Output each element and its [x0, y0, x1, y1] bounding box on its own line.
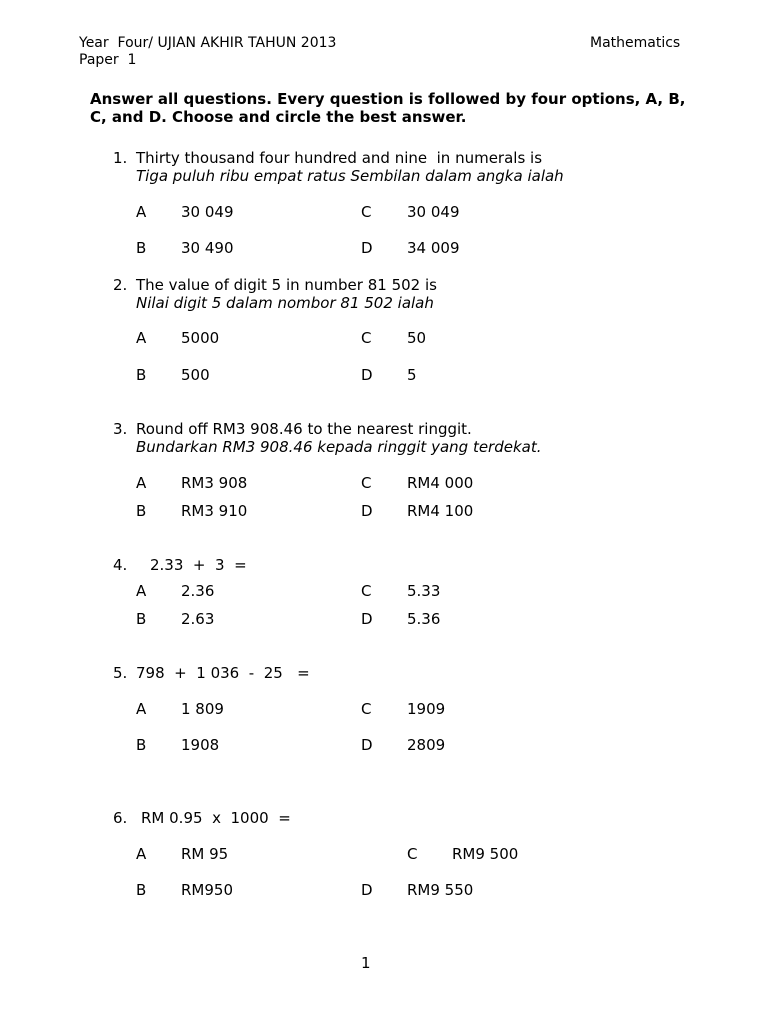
question-4-number: 4. [113, 556, 128, 574]
option-letter[interactable]: C [361, 582, 372, 600]
option-value[interactable]: 1909 [407, 700, 446, 718]
option-letter[interactable]: B [136, 736, 147, 754]
option-letter[interactable]: A [136, 845, 147, 863]
option-value[interactable]: 30 490 [181, 239, 234, 257]
option-value[interactable]: RM3 908 [181, 474, 248, 492]
option-value[interactable]: 30 049 [181, 203, 234, 221]
option-letter[interactable]: D [361, 610, 373, 628]
header-subject: Mathematics [590, 35, 681, 51]
option-letter[interactable]: A [136, 700, 147, 718]
question-3-text: Round off RM3 908.46 to the nearest ringgit. [136, 420, 472, 438]
option-value[interactable]: 2809 [407, 736, 446, 754]
option-value[interactable]: 1 809 [181, 700, 224, 718]
option-letter[interactable]: B [136, 239, 147, 257]
option-value[interactable]: RM9 550 [407, 881, 474, 899]
option-letter[interactable]: C [361, 329, 372, 347]
option-value[interactable]: 5.36 [407, 610, 441, 628]
option-letter[interactable]: D [361, 366, 373, 384]
question-2-translation: Nilai digit 5 dalam nombor 81 502 ialah [136, 294, 434, 312]
header-paper-number: Paper 1 [79, 52, 137, 68]
option-letter[interactable]: C [361, 203, 372, 221]
option-value[interactable]: 30 049 [407, 203, 460, 221]
option-value[interactable]: RM9 500 [452, 845, 519, 863]
option-letter[interactable]: D [361, 239, 373, 257]
option-value[interactable]: 34 009 [407, 239, 460, 257]
question-5-number: 5. [113, 664, 128, 682]
option-value[interactable]: 5000 [181, 329, 220, 347]
question-2-text: The value of digit 5 in number 81 502 is [136, 276, 437, 294]
question-5-text: 798 + 1 036 - 25 = [136, 664, 310, 682]
question-1-text: Thirty thousand four hundred and nine in numerals is [136, 149, 543, 167]
question-3-translation: Bundarkan RM3 908.46 kepada ringgit yang terdekat. [136, 438, 542, 456]
option-value[interactable]: RM950 [181, 881, 233, 899]
option-value[interactable]: 2.36 [181, 582, 215, 600]
option-letter[interactable]: B [136, 610, 147, 628]
option-value[interactable]: RM4 100 [407, 502, 474, 520]
option-letter[interactable]: A [136, 474, 147, 492]
option-letter[interactable]: C [407, 845, 418, 863]
option-letter[interactable]: C [361, 700, 372, 718]
option-value[interactable]: 50 [407, 329, 427, 347]
option-value[interactable]: RM4 000 [407, 474, 474, 492]
option-value[interactable]: 1908 [181, 736, 220, 754]
option-value[interactable]: 2.63 [181, 610, 215, 628]
page-number: 1 [361, 954, 371, 972]
option-value[interactable]: 5.33 [407, 582, 441, 600]
instructions-line-1: Answer all questions. Every question is followed by four options, A, B, [90, 90, 686, 108]
option-value[interactable]: RM 95 [181, 845, 229, 863]
question-3-number: 3. [113, 420, 128, 438]
option-letter[interactable]: B [136, 881, 147, 899]
option-letter[interactable]: A [136, 582, 147, 600]
option-letter[interactable]: B [136, 502, 147, 520]
question-2-number: 2. [113, 276, 128, 294]
instructions-line-2: C, and D. Choose and circle the best answer. [90, 108, 467, 126]
question-6-text: RM 0.95 x 1000 = [141, 809, 291, 827]
option-letter[interactable]: D [361, 881, 373, 899]
option-letter[interactable]: B [136, 366, 147, 384]
option-letter[interactable]: D [361, 736, 373, 754]
question-6-number: 6. [113, 809, 128, 827]
option-letter[interactable]: A [136, 203, 147, 221]
option-value[interactable]: 5 [407, 366, 417, 384]
question-4-text: 2.33 + 3 = [150, 556, 247, 574]
option-letter[interactable]: A [136, 329, 147, 347]
header-exam-title: Year Four/ UJIAN AKHIR TAHUN 2013 [79, 35, 337, 51]
question-1-translation: Tiga puluh ribu empat ratus Sembilan dalam angka ialah [136, 167, 564, 185]
option-value[interactable]: 500 [181, 366, 210, 384]
option-value[interactable]: RM3 910 [181, 502, 248, 520]
question-1-number: 1. [113, 149, 128, 167]
option-letter[interactable]: C [361, 474, 372, 492]
option-letter[interactable]: D [361, 502, 373, 520]
